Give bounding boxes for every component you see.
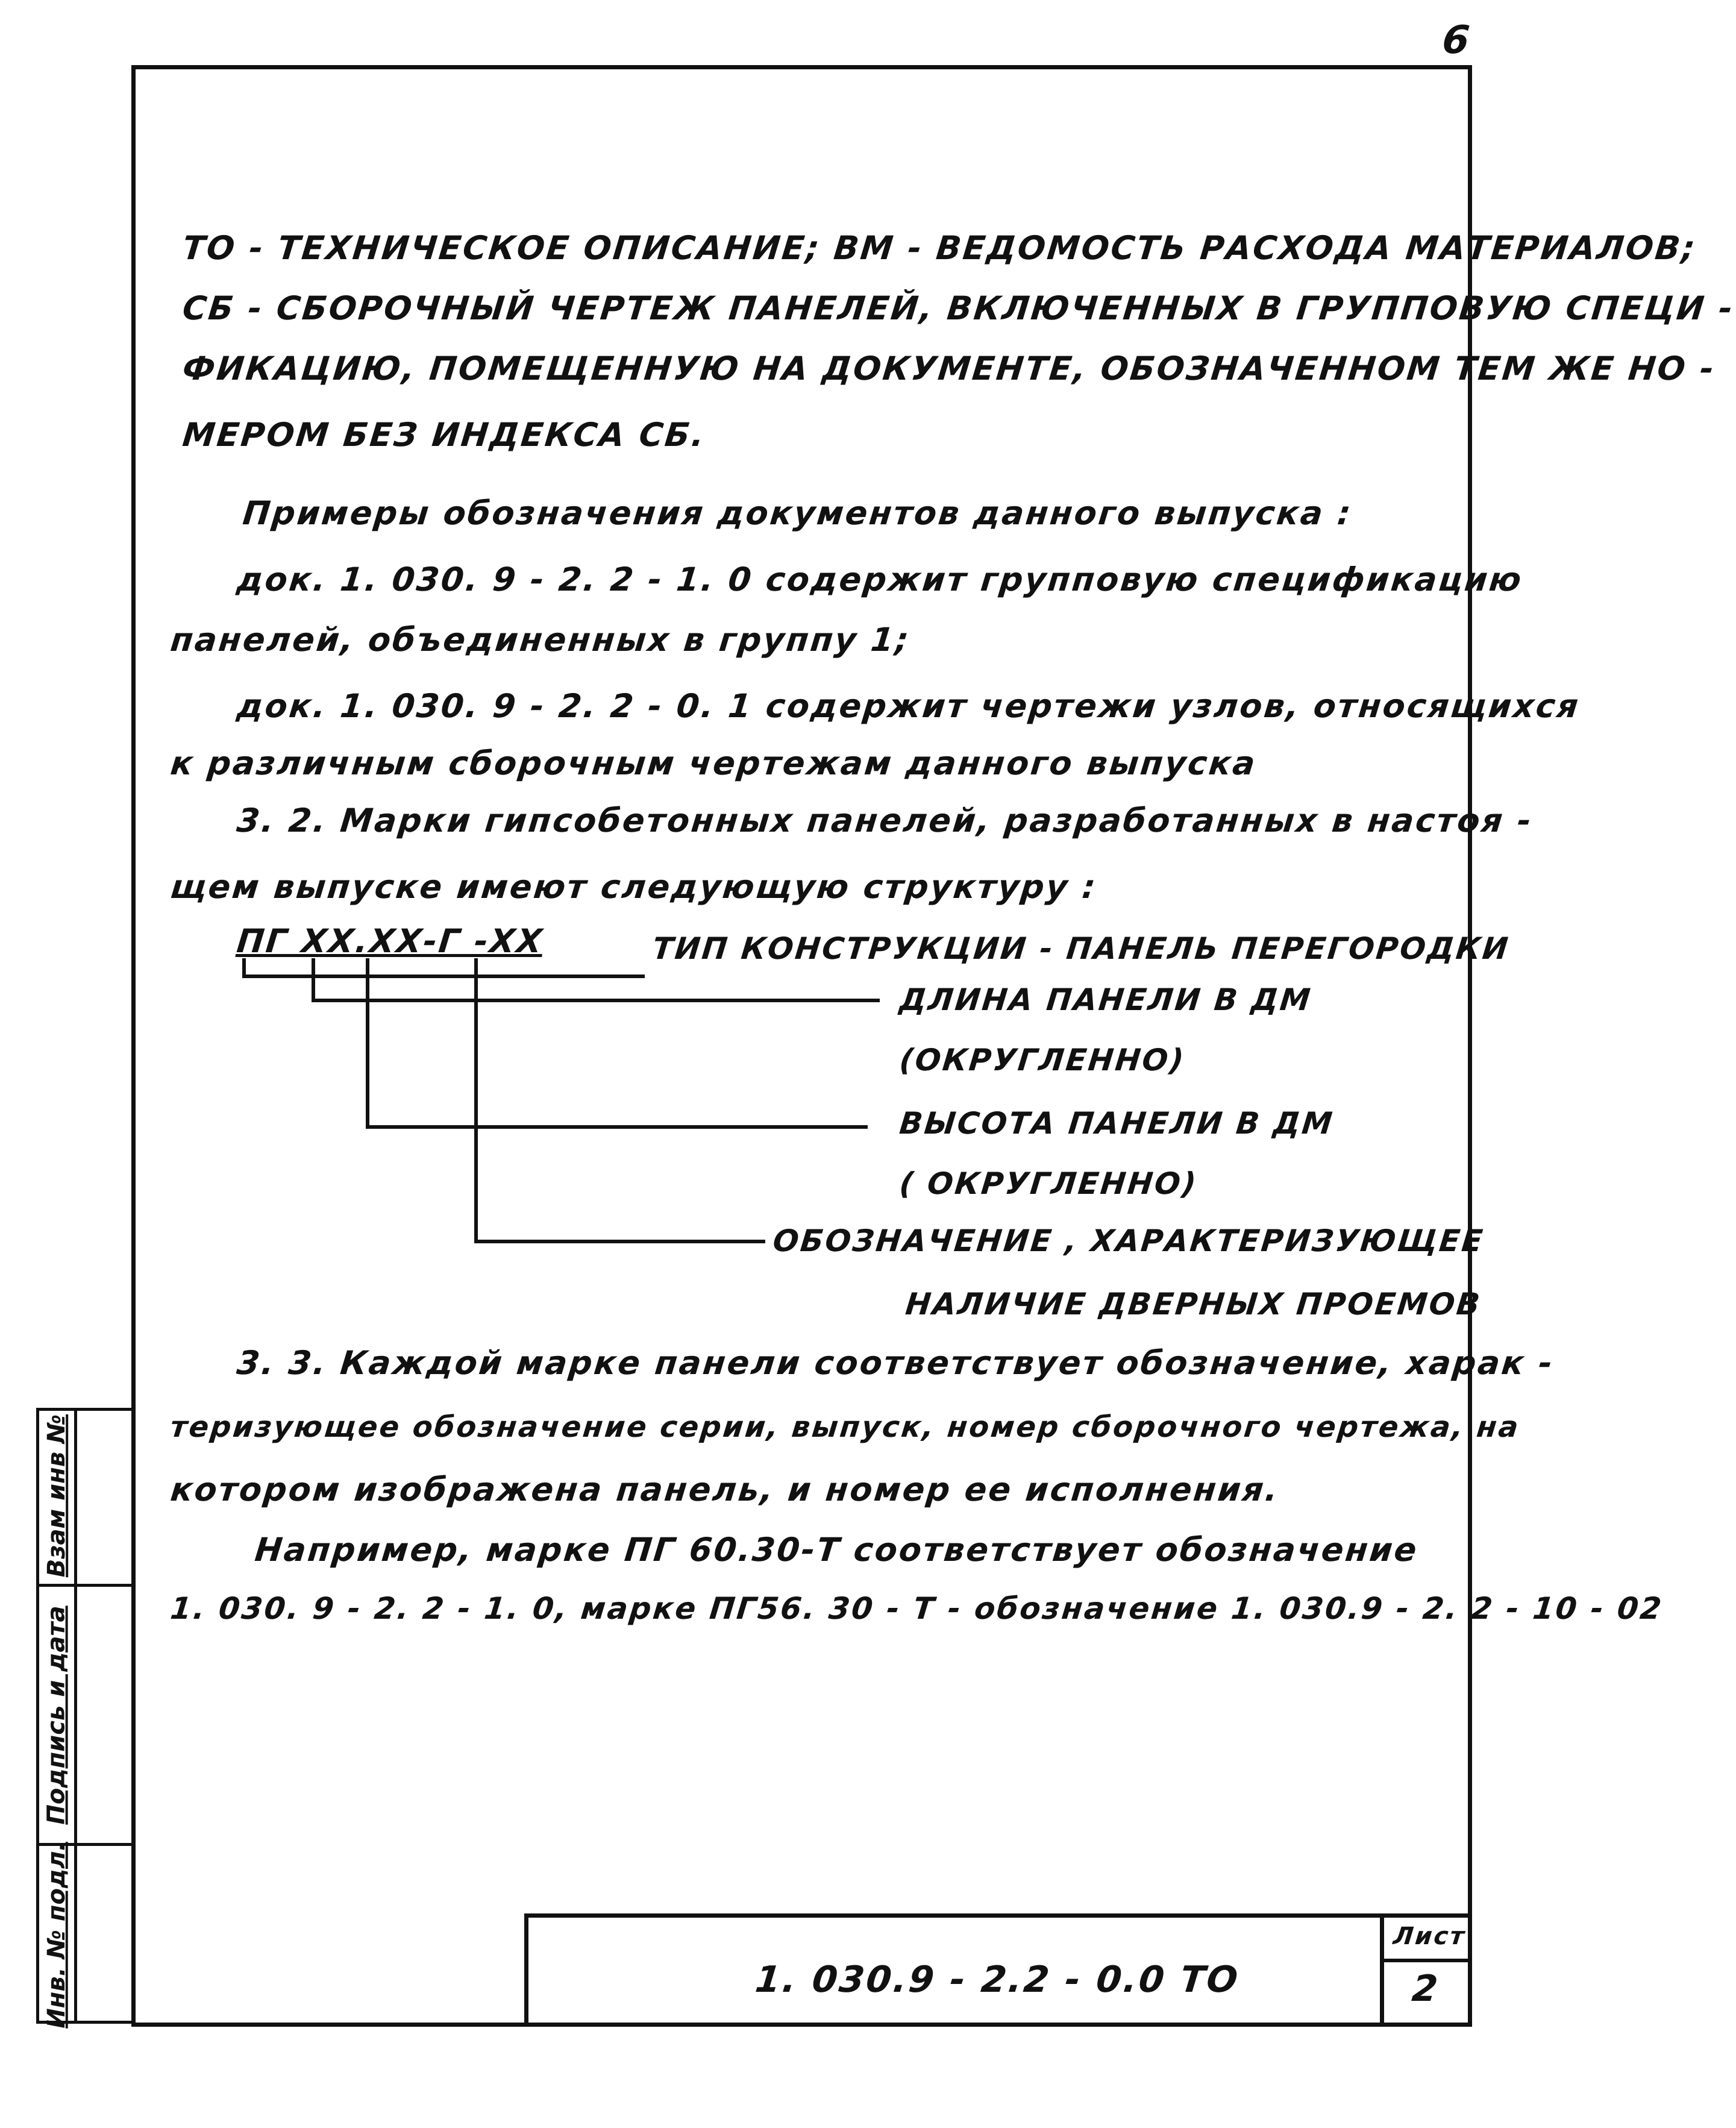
body-line: Примеры обозначения документов данного выпуска : [241, 494, 1355, 532]
body-line: док. 1. 030. 9 - 2. 2 - 0. 1 содержит чертежи узлов, относящихся [235, 687, 1582, 725]
diagram-label: (ОКРУГЛЕННО) [898, 1043, 1188, 1078]
mark-code: ПГ ХХ.ХХ-Г -ХХ [235, 922, 546, 960]
side-stamp-label: Взам инв № [43, 1414, 71, 1578]
document-code: 1. 030.9 - 2.2 - 0.0 ТО [753, 1959, 1242, 2001]
sheet-label: Лист [1392, 1922, 1467, 1950]
body-line: док. 1. 030. 9 - 2. 2 - 1. 0 содержит групповую спецификацию [235, 560, 1525, 598]
body-line: 3. 3. Каждой марке панели соответствует обозначение, харак - [235, 1344, 1556, 1382]
diagram-label: ТИП КОНСТРУКЦИИ - ПАНЕЛЬ ПЕРЕГОРОДКИ [651, 931, 1512, 966]
diagram-label: ДЛИНА ПАНЕЛИ В ДМ [898, 982, 1314, 1017]
diagram-label: ( ОКРУГЛЕННО) [898, 1166, 1200, 1201]
side-stamp-label: Инв. № подл. [43, 1841, 71, 2029]
body-line: ФИКАЦИЮ, ПОМЕЩЕННУЮ НА ДОКУМЕНТЕ, ОБОЗНАЧЕННОМ ТЕМ ЖЕ НО - [181, 350, 1718, 388]
diagram-label: НАЛИЧИЕ ДВЕРНЫХ ПРОЕМОВ [904, 1287, 1484, 1322]
body-line: к различным сборочным чертежам данного выпуска [169, 744, 1259, 782]
body-line: СБ - СБОРОЧНЫЙ ЧЕРТЕЖ ПАНЕЛЕЙ, ВКЛЮЧЕННЫХ В ГРУППОВУЮ СПЕЦИ - [181, 289, 1736, 327]
page-number: 6 [1440, 18, 1474, 63]
body-line: Например, марке ПГ 60.30-Т соответствует обозначение [253, 1531, 1420, 1569]
body-line: панелей, объединенных в группу 1; [169, 621, 912, 659]
body-line: 1. 030. 9 - 2. 2 - 1. 0, марке ПГ56. 30 - Т - обозначение 1. 030.9 - 2. 2 - 10 - 02 [169, 1591, 1665, 1626]
body-line: ТО - ТЕХНИЧЕСКОЕ ОПИСАНИЕ; ВМ - ВЕДОМОСТЬ РАСХОДА МАТЕРИАЛОВ; [181, 229, 1699, 267]
body-line: теризующее обозначение серии, выпуск, номер сборочного чертежа, на [169, 1410, 1522, 1444]
diagram-label: ВЫСОТА ПАНЕЛИ В ДМ [898, 1106, 1336, 1141]
title-block-divider [1380, 1913, 1384, 2027]
title-block-divider [1380, 1959, 1472, 1962]
body-line: щем выпуске имеют следующую структуру : [169, 868, 1099, 906]
body-line: 3. 2. Марки гипсобетонных панелей, разработанных в настоя - [235, 802, 1535, 840]
body-line: МЕРОМ БЕЗ ИНДЕКСА СБ. [181, 416, 708, 454]
side-stamp-label: Подпись и дата [43, 1605, 71, 1825]
diagram-label: ОБОЗНАЧЕНИЕ , ХАРАКТЕРИЗУЮЩЕЕ [771, 1223, 1487, 1258]
body-line: котором изображена панель, и номер ее исполнения. [169, 1470, 1282, 1508]
sheet-number: 2 [1410, 1968, 1442, 2010]
